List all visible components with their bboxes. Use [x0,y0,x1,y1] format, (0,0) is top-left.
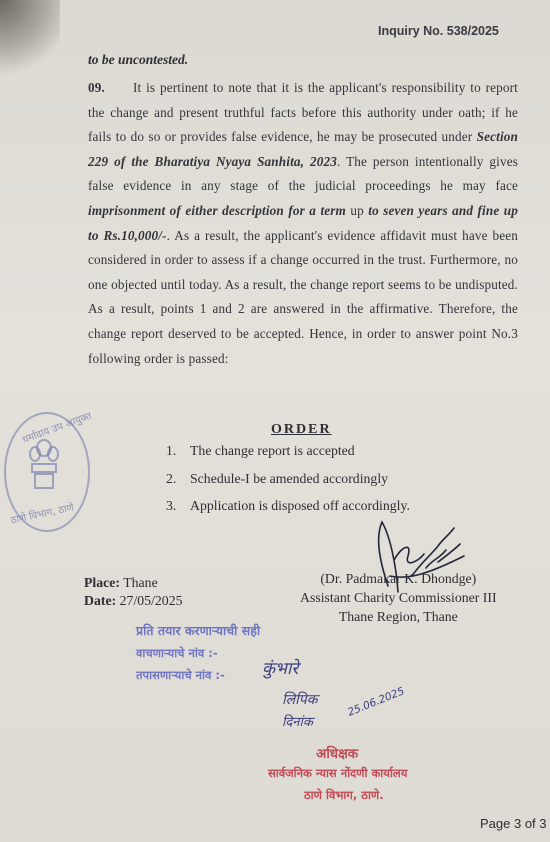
order-item-number: 1. [166,443,177,458]
page-corner-shadow [0,0,60,80]
date-label: Date: [84,593,117,608]
order-item [166,440,410,468]
signatory-name: (Dr. Padmakar K. Dhondge) [320,571,477,586]
date-stamp-label: दिनांक [282,715,313,730]
paragraph-09 [88,76,518,371]
verifier-initials: कुंभारे [262,659,299,679]
order-list [166,440,410,523]
para-text-3: up [345,202,369,218]
signatory-title: Assistant Charity Commissioner III [300,590,497,605]
superintendent-label: अधिक्षक [316,746,359,762]
term-text: to seven years and fine up to Rs.10,000/- [88,202,518,243]
order-item-text: Application is disposed off accordingly. [190,498,410,513]
order-item-text: Schedule-I be amended accordingly [190,470,389,486]
reader-name-label: वाचणाऱ्याचे नांव :- [136,646,218,660]
inquiry-number: Inquiry No. 538/2025 [378,24,499,38]
round-stamp-bottom-text: ठाणे विभाग, ठाणे [9,502,75,527]
national-emblem-icon [26,436,62,494]
signatory-block [300,569,497,626]
round-stamp-top-text: धर्मादाय उप आयुक्त [20,410,94,447]
signatory-region: Thane Region, Thane [338,609,458,624]
order-item-number: 2. [166,470,177,486]
clerk-label: लिपिक [282,692,318,708]
order-item [166,468,410,496]
order-item-number: 3. [166,498,177,513]
office-name: सार्वजनिक न्यास नोंदणी कार्यालय [268,766,408,780]
page-number: Page 3 of 3 [480,816,547,831]
paragraph-number: 09. [88,80,105,95]
para-text-1: It is pertinent to note that it is the applicant's responsibility to report the change and present truthful facts before this authority under oath; if he fails to do so or provides false evidence, he may be prosecuted under [88,80,518,145]
order-heading: ORDER [271,422,332,437]
date-value: 27/05/2025 [119,593,183,608]
place-value: Thane [123,575,158,590]
date-stamp-value: 25.06.2025 [345,685,407,719]
para-text-4: . As a result, the applicant's evidence affidavit must have been considered in order to assess if a change occurred in the trust. Furthermore, no one objected until today. As a result, the change report seems to be undisputed. As a result, points 1 and 2 are answered in the affirmative. Therefore, the change report deserved to be accepted. Hence, in order to answer point No.3 following order is passed: [88,227,519,366]
verifier-name-label: तपासणाऱ्याचे नांव :- [136,668,225,682]
order-item-text: The change report is accepted [190,443,355,458]
copy-preparer-signature-label: प्रति तयार करणाऱ्याची सही [136,623,261,638]
punishment-text: imprisonment of either description for a term [88,202,346,218]
para-text-2: . The person intentionally gives false evidence in any stage of the judicial proceedings he may face [88,153,518,194]
place-date-block [84,574,183,610]
continuation-text: to be uncontested. [88,52,189,67]
section-reference: Section 229 of the Bharatiya Nyaya Sanhita, 2023 [88,129,518,169]
place-label: Place: [84,575,121,590]
division-name: ठाणे विभाग, ठाणे. [304,788,384,802]
